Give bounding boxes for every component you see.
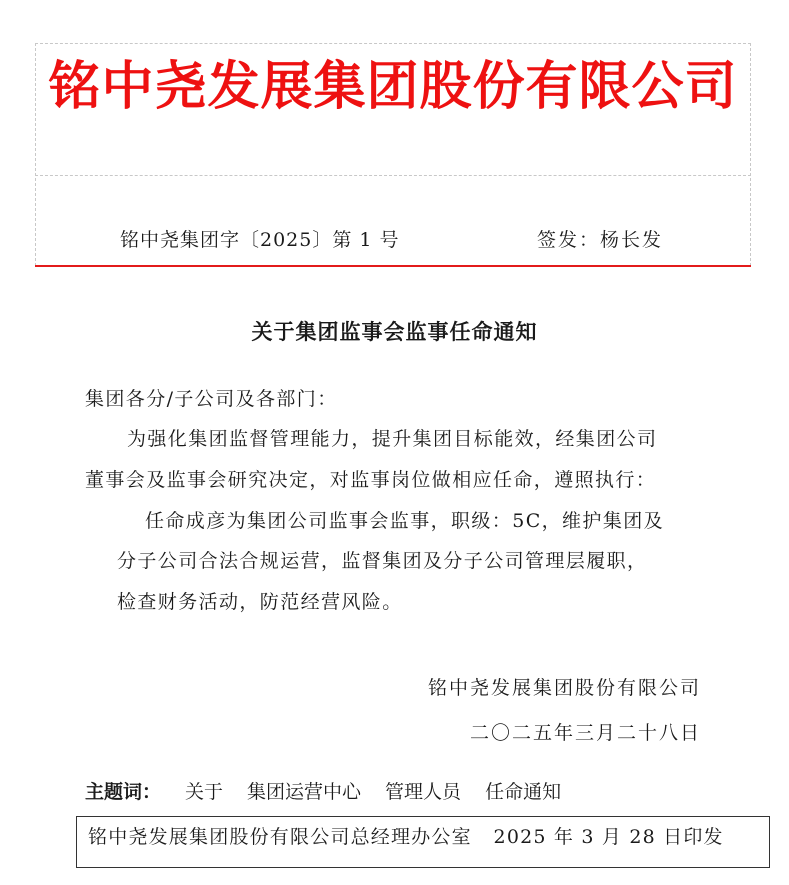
signature-date: 二〇二五年三月二十八日 [469,722,701,744]
document-number: 铭中尧集团字〔2025〕第 1 号 [120,229,400,251]
paragraph1-line1: 为强化集团监督管理能力，提升集团目标能效，经集团公司 [127,428,658,450]
issuing-office: 铭中尧发展集团股份有限公司总经理办公室 [88,826,472,848]
header-divider [35,175,751,176]
organization-title: 铭中尧发展集团股份有限公司 [48,57,738,117]
signer: 签发：杨长发 [537,229,664,251]
footer-border-top [76,816,770,817]
subject-keyword: 管理人员 [385,781,462,803]
subject-keyword: 集团运营中心 [247,781,362,803]
subject-label: 主题词： [85,781,162,803]
subject-keyword: 任命通知 [485,781,562,803]
subject-keywords [85,779,561,805]
paragraph1-line2: 董事会及监事会研究决定，对监事岗位做相应任命，遵照执行： [85,469,657,491]
footer-border-bottom [76,867,770,868]
issuance-line [88,824,724,850]
subject-keyword: 关于 [185,781,224,803]
notice-title: 关于集团监事会监事任命通知 [251,319,538,344]
paragraph2-line3: 检查财务活动，防范经营风险。 [117,591,403,613]
footer-border-right [769,816,770,868]
signature-organization: 铭中尧发展集团股份有限公司 [427,677,701,699]
footer-border-left [76,816,77,868]
issue-date: 2025 年 3 月 28 日印发 [493,826,724,848]
paragraph2-line1: 任命成彦为集团公司监事会监事，职级：5C，维护集团及 [145,510,665,532]
salutation: 集团各分/子公司及各部门： [85,388,338,410]
red-separator-rule [35,265,751,267]
paragraph2-line2: 分子公司合法合规运营，监督集团及分子公司管理层履职， [117,550,648,572]
